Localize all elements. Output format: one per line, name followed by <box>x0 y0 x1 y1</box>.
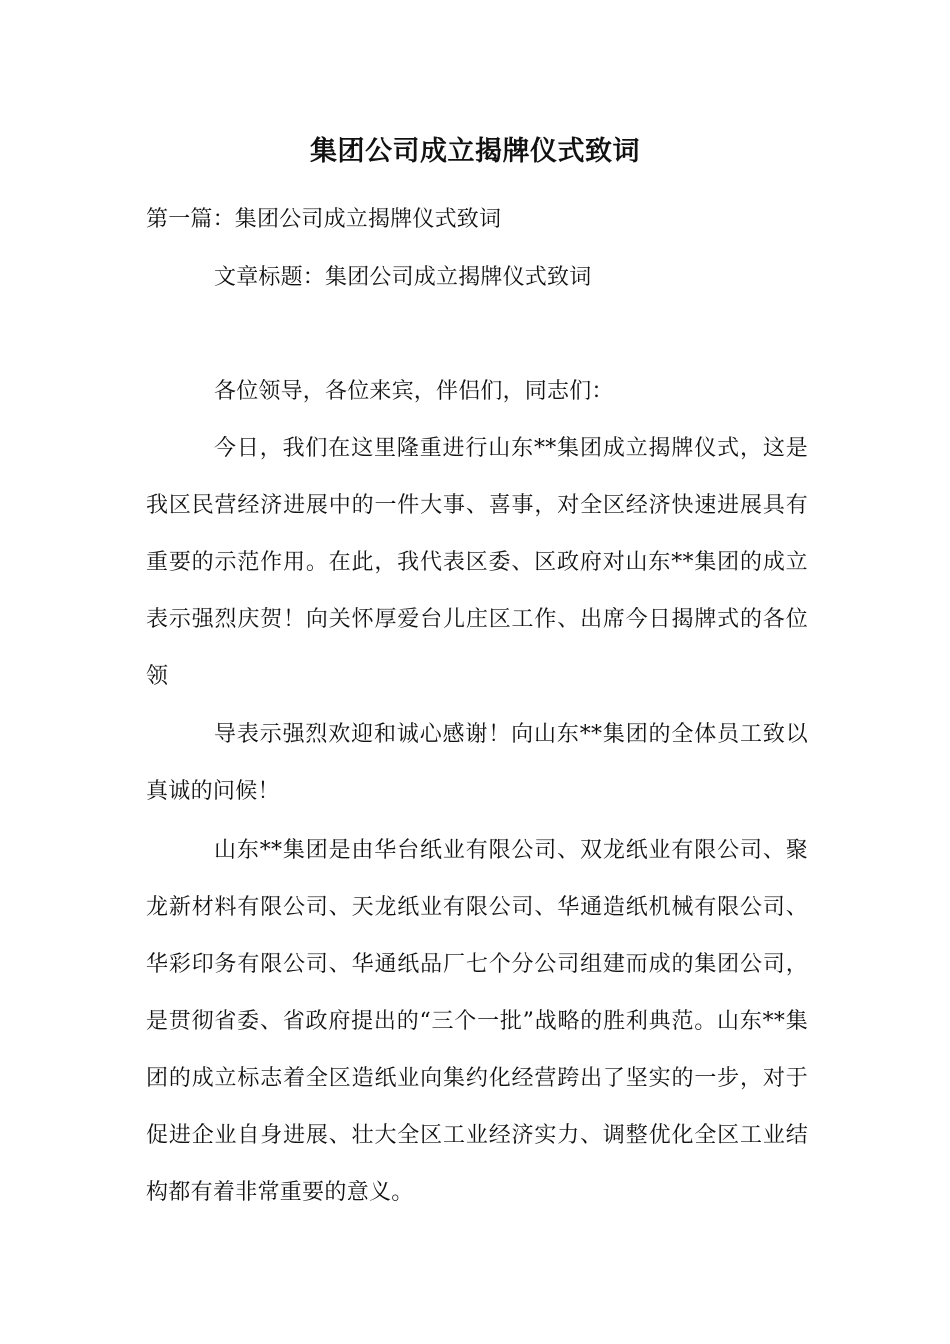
section-heading: 第一篇：集团公司成立揭牌仪式致词 <box>146 207 502 232</box>
body-paragraph-1: 今日，我们在这里隆重进行山东**集团成立揭牌仪式，这是我区民营经济进展中的一件大事、喜事，对全区经济快速进展具有重要的示范作用。在此，我代表区委、区政府对山东**集团的成立表示强烈庆贺！向关怀厚爱台儿庄区工作、出席今日揭牌式的各位领 <box>146 436 808 689</box>
body-paragraph-2: 导表示强烈欢迎和诚心感谢！向山东**集团的全体员工致以真诚的问候！ <box>146 722 808 804</box>
article-title: 文章标题：集团公司成立揭牌仪式致词 <box>214 265 592 290</box>
body-paragraph-3: 山东**集团是由华台纸业有限公司、双龙纸业有限公司、聚龙新材料有限公司、天龙纸业有限公司、华通造纸机械有限公司、华彩印务有限公司、华通纸品厂七个分公司组建而成的集团公司，是贯彻省委、省政府提出的“三个一批”战略的胜利典范。山东**集团的成立标志着全区造纸业向集约化经营跨出了坚实的一步，对于促进企业自身进展、壮大全区工业经济实力、调整优化全区工业结构都有着非常重要的意义。 <box>146 838 808 1205</box>
salutation: 各位领导，各位来宾，伴侣们，同志们： <box>214 379 614 404</box>
document-title: 集团公司成立揭牌仪式致词 <box>310 136 640 167</box>
